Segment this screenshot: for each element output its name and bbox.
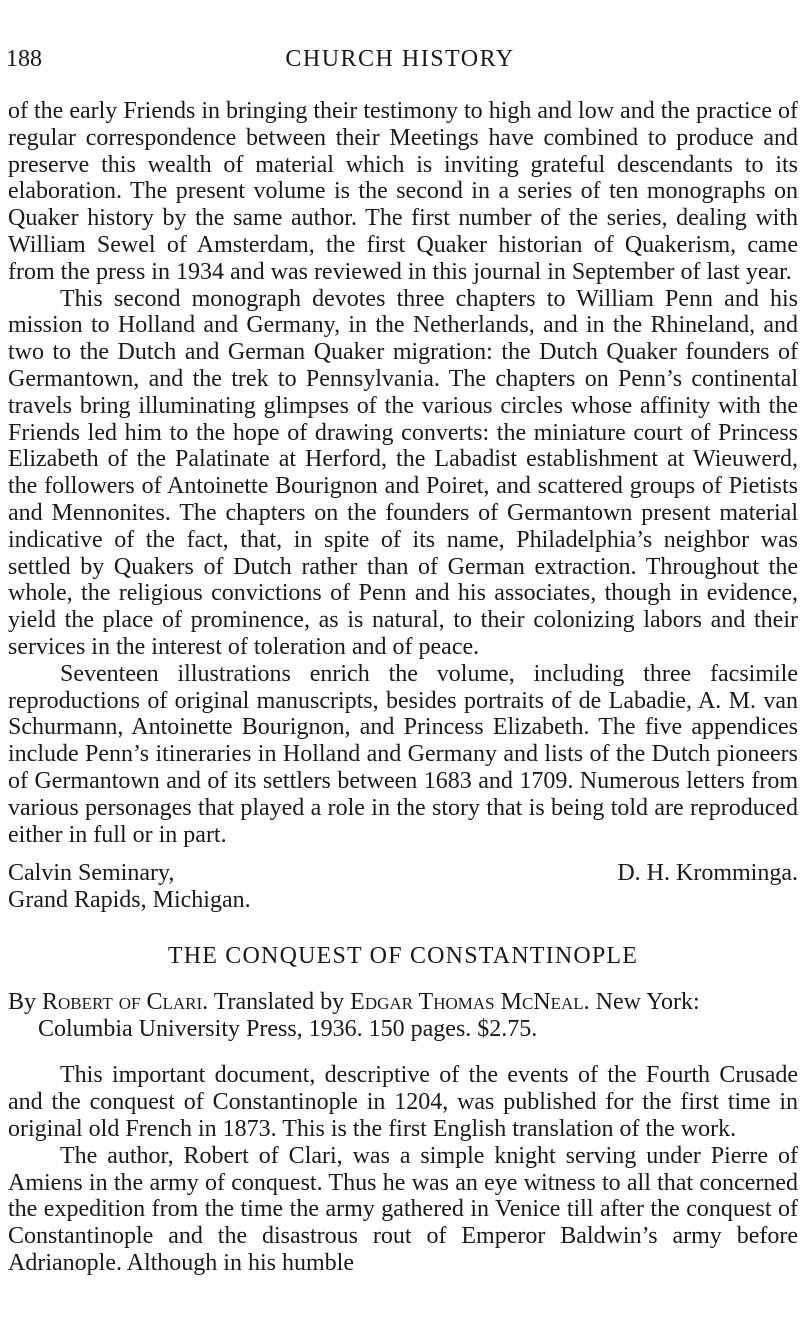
review-kromminga <box>8 98 798 914</box>
book-publication: . New York: Columbia University Press, 1936. 150 pages. $2.75. <box>38 989 700 1043</box>
book-citation <box>8 989 798 1043</box>
review-paragraph: This important document, descriptive of the events of the Fourth Crusade and the conquest of Constantinople in 1204, was published for the first time in original old French in 1873. This is the first English translation of the work. <box>8 1062 798 1142</box>
review-heading: THE CONQUEST OF CONSTANTINOPLE <box>167 943 639 970</box>
running-head <box>6 44 794 74</box>
page-body <box>8 98 798 1277</box>
review-body <box>8 1062 798 1276</box>
reviewer-name: D. H. Kromminga. <box>617 860 798 887</box>
journal-title: CHURCH HISTORY <box>285 46 515 72</box>
book-author: Robert of Clari <box>42 989 203 1016</box>
page-number: 188 <box>6 46 42 72</box>
reviewer-location: Grand Rapids, Michigan. <box>8 887 251 914</box>
citation-translated-by: . Translated by <box>202 989 345 1016</box>
citation-by: By <box>8 989 37 1016</box>
review-paragraph: The author, Robert of Clari, was a simple knight serving under Pierre of Amiens in the army of conquest. Thus he was an eye witness to all that concerned the expedition from the time the army gathered in Venice till after the conquest of Constantinople and the disastrous rout of Emperor Baldwin’s army before Adrianople. Although in his humble <box>8 1142 798 1276</box>
reviewer-institution: Calvin Seminary, <box>8 860 175 887</box>
review-paragraph: This second monograph devotes three chapters to William Penn and his mission to Holland and Germany, in the Netherlands, and in the Rhineland, and two to the Dutch and German Quaker migration: the Dutch Quaker founders of Germantown, and the trek to Pennsylvania. The chapters on Penn’s continental travels bring illuminating glimpses of the various circles whose affinity with the Friends led him to the hope of drawing converts: the miniature court of Princess Elizabeth of the Palatinate at Herford, the Labadist establishment at Wieuwerd, the followers of Antoinette Bourignon and Poiret, and scattered groups of Pietists and Mennonites. The chapters on the founders of Germantown present material indicative of the fact, that, in spite of its name, Philadelphia’s neighbor was settled by Quakers of Dutch rather than of German extraction. Throughout the whole, the religious convictions of Penn and his associates, though in evidence, yield the place of prominence, as is natural, to their colonizing labors and their services in the interest of toleration and of peace. <box>8 285 798 660</box>
review-paragraph: Seventeen illustrations enrich the volume, including three facsimile reproductions of original manuscripts, besides portraits of de Labadie, A. M. van Schurmann, Antoinette Bourignon, and Princess Elizabeth. The five appendices include Penn’s itineraries in Holland and Germany and lists of the Dutch pioneers of Germantown and of its settlers between 1683 and 1709. Numerous letters from various personages that played a role in the story that is being told are reproduced either in full or in part. <box>8 660 798 848</box>
review-conquest-of-constantinople <box>8 941 798 1276</box>
review-paragraph: of the early Friends in bringing their testimony to high and low and the practice of regular correspondence between their Meetings have combined to produce and preserve this wealth of material which is inviting grateful descendants to its elaboration. The present volume is the second in a series of ten monographs on Quaker history by the same author. The first number of the series, dealing with William Sewel of Amsterdam, the first Quaker historian of Quakerism, came from the press in 1934 and was reviewed in this journal in September of last year. <box>8 98 798 285</box>
book-translator: Edgar Thomas McNeal <box>350 989 584 1016</box>
reviewer-signature <box>8 860 798 914</box>
